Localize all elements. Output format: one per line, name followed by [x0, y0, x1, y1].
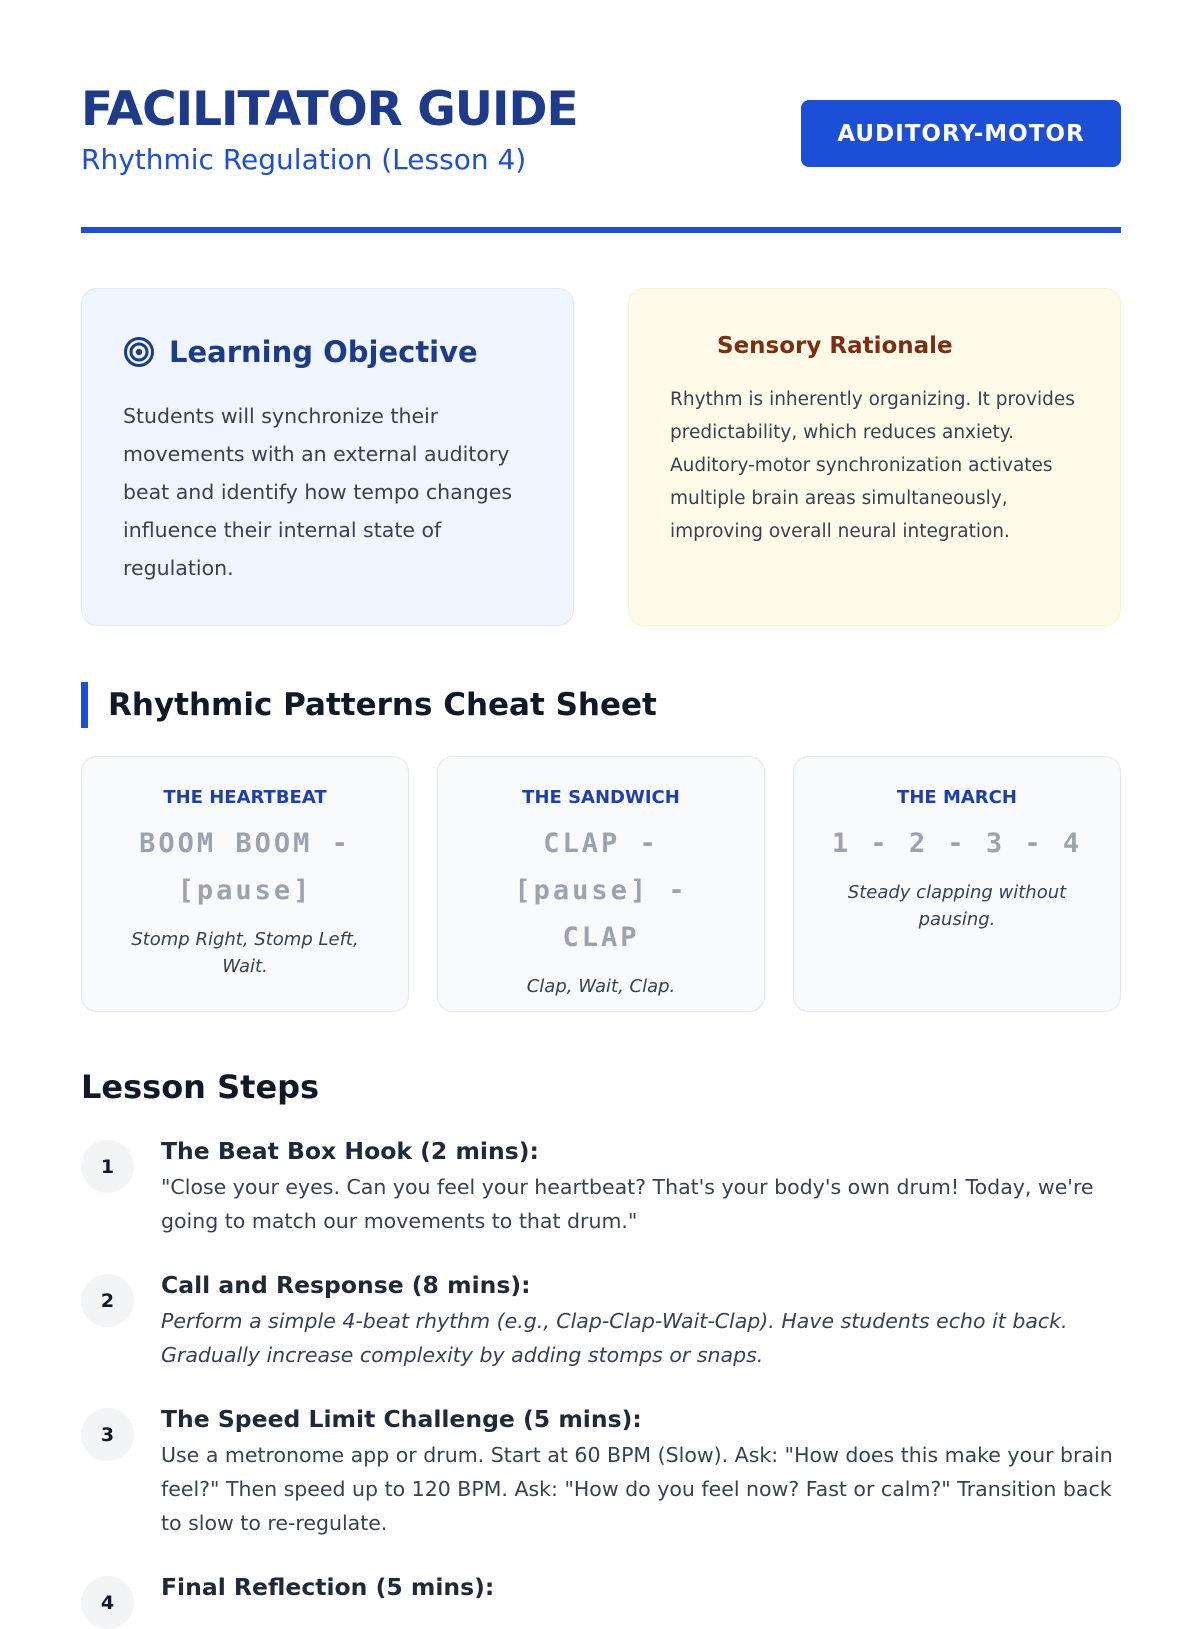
learning-objective-header — [123, 335, 478, 369]
target-icon — [123, 336, 155, 368]
pattern-name: THE HEARTBEAT — [163, 787, 327, 808]
lesson-steps-title: Lesson Steps — [81, 1068, 320, 1106]
step-title: Call and Response (8 mins): — [161, 1271, 531, 1299]
pattern-description: Steady clapping without pausing. — [847, 882, 1067, 930]
category-badge: AUDITORY-MOTOR — [801, 100, 1121, 167]
step-title: The Speed Limit Challenge (5 mins): — [161, 1405, 642, 1433]
pattern-rhythm: BOOM BOOM - [pause] — [139, 828, 351, 906]
pattern-name: THE MARCH — [897, 787, 1017, 808]
learning-objective-text: Students will synchronize their movements with an external auditory beat and identify how tempo changes influence their internal state of regulation. — [123, 404, 513, 580]
learning-objective-card — [81, 288, 574, 626]
pattern-description: Stomp Right, Stomp Left, Wait. — [131, 929, 359, 977]
page-subtitle: Rhythmic Regulation (Lesson 4) — [81, 143, 527, 176]
pattern-rhythm: 1 - 2 - 3 - 4 — [831, 828, 1083, 859]
step-title: The Beat Box Hook (2 mins): — [161, 1137, 539, 1165]
sensory-rationale-text: Rhythm is inherently organizing. It provides predictability, which reduces anxiety. Auditory-motor synchronization activates multiple brain areas simultaneously, improving overall neural integration. — [670, 389, 1075, 542]
step-text: "Close your eyes. Can you feel your heartbeat? That's your body's own drum! Today, we're going to match our movements to that drum." — [161, 1175, 1094, 1233]
cheat-sheet-header — [81, 682, 657, 728]
info-cards — [81, 288, 1121, 626]
step-body — [161, 1403, 1121, 1540]
step-body — [161, 1571, 1121, 1603]
pattern-card-heartbeat — [81, 756, 409, 1012]
page-title: FACILITATOR GUIDE — [81, 82, 578, 137]
step-number: 2 — [81, 1274, 134, 1327]
page-header — [81, 0, 1121, 234]
pattern-name: THE SANDWICH — [522, 787, 680, 808]
sensory-rationale-card — [628, 288, 1121, 626]
cheat-sheet-title: Rhythmic Patterns Cheat Sheet — [108, 687, 657, 723]
step-number: 4 — [81, 1576, 134, 1629]
pattern-rhythm: CLAP - [pause] - CLAP — [514, 828, 688, 953]
step-text: Perform a simple 4-beat rhythm (e.g., Clap-Clap-Wait-Clap). Have students echo it back. Gradually increase complexity by adding stomps or snaps. — [161, 1309, 1068, 1367]
pattern-cards — [81, 756, 1121, 1012]
learning-objective-title: Learning Objective — [169, 335, 478, 369]
step-number: 1 — [81, 1140, 134, 1193]
step-text: Use a metronome app or drum. Start at 60 BPM (Slow). Ask: "How does this make your brain feel?" Then speed up to 120 BPM. Ask: "How do you feel now? Fast or calm?" Transition back to slow to re-regulate. — [161, 1443, 1113, 1535]
pattern-card-sandwich — [437, 756, 765, 1012]
sensory-rationale-title: Sensory Rationale — [717, 333, 953, 359]
step-title: Final Reflection (5 mins): — [161, 1573, 495, 1601]
section-accent-bar — [81, 682, 88, 728]
step-number: 3 — [81, 1408, 134, 1461]
facilitator-guide-page — [81, 0, 1121, 1614]
step-body — [161, 1269, 1121, 1372]
pattern-description: Clap, Wait, Clap. — [526, 976, 676, 997]
step-body — [161, 1135, 1121, 1238]
header-divider — [81, 227, 1121, 233]
pattern-card-march — [793, 756, 1121, 1012]
